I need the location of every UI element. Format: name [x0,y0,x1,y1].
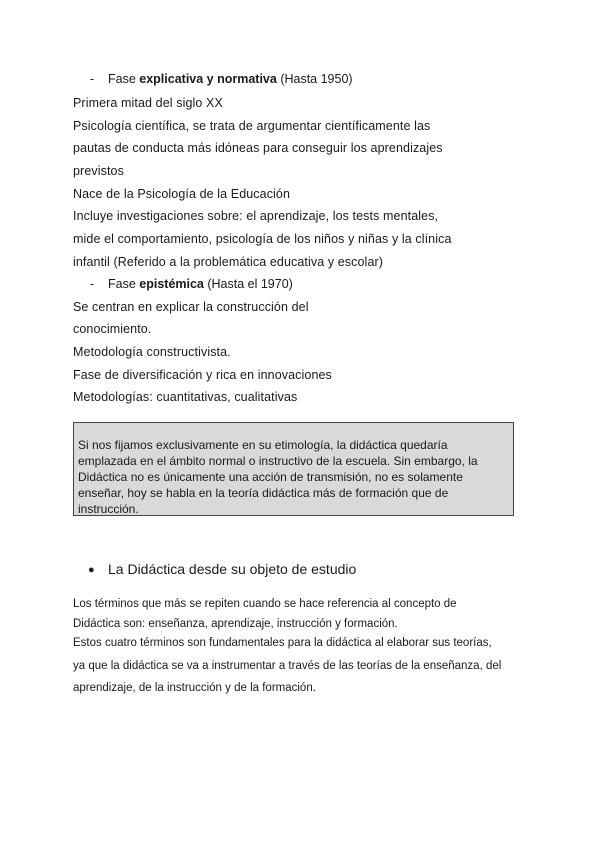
text-line: Fase de diversificación y rica en innovaciones [73,368,332,382]
text-line: ya que la didáctica se va a instrumentar a través de las teorías de la enseñanza, del [73,660,502,672]
list-dash: - [90,72,95,86]
heading-bold: epistémica [139,277,204,291]
text-line: Primera mitad del siglo XX [73,96,223,110]
heading-prefix: Fase [108,277,140,291]
heading-bold: explicativa y normativa [139,72,277,86]
list-dash: - [90,277,95,291]
note-line: Didáctica no es únicamente una acción de transmisión, no es solamente [78,470,463,484]
text-line: Estos cuatro términos son fundamentales para la didáctica al elaborar sus teorías, [73,637,492,649]
note-line: enseñar, hoy se habla en la teoría didáctica más de formación que de [78,486,449,500]
text-line: Metodologías: cuantitativas, cualitativas [73,390,298,404]
note-line: Si nos fijamos exclusivamente en su etimología, la didáctica quedaría [78,438,448,452]
highlight-note-box [73,422,514,516]
section-heading-text: La Didáctica desde su objeto de estudio [108,561,357,577]
heading-suffix: (Hasta el 1970) [203,277,293,291]
text-line: conocimiento. [73,322,152,336]
section-heading [88,561,356,577]
text-line: Incluye investigaciones sobre: el aprendizaje, los tests mentales, [73,209,439,223]
text-line: infantil (Referido a la problemática educativa y escolar) [73,255,384,269]
phase-explicativa-heading [90,72,353,86]
text-line: mide el comportamiento, psicología de los niños y niñas y la clínica [73,232,452,246]
text-line: Los términos que más se repiten cuando se hace referencia al concepto de [73,598,457,610]
heading-suffix: (Hasta 1950) [276,72,353,86]
text-line: Psicología científica, se trata de argumentar científicamente las [73,119,431,133]
note-line: emplazada en el ámbito normal o instructivo de la escuela. Sin embargo, la [78,454,478,468]
text-line: Nace de la Psicología de la Educación [73,187,291,201]
text-line: pautas de conducta más idóneas para conseguir los aprendizajes [73,141,443,155]
text-line: previstos [73,164,124,178]
text-line: Didáctica son: enseñanza, aprendizaje, instrucción y formación. [73,618,398,630]
text-line: aprendizaje, de la instrucción y de la formación. [73,682,316,694]
heading-prefix: Fase [108,72,140,86]
phase-epistemica-heading [90,277,293,291]
text-line: Metodología constructivista. [73,345,231,359]
bullet-icon: ● [88,564,95,576]
note-line: instrucción. [78,502,139,516]
text-line: Se centran en explicar la construcción del [73,300,309,314]
